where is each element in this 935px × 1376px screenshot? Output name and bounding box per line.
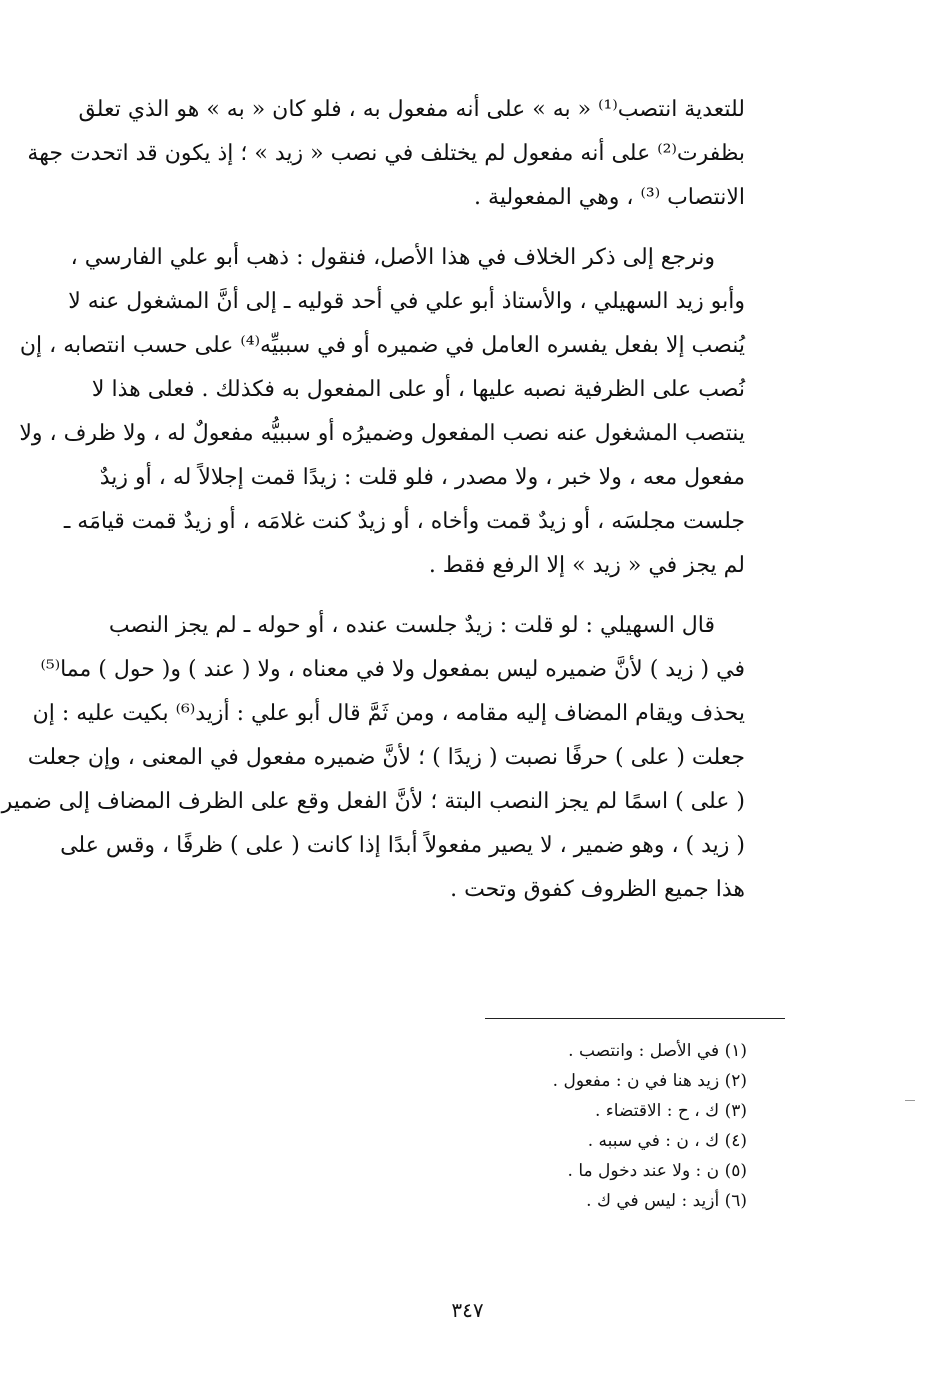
paragraph-3 — [1, 604, 895, 912]
text-line: بظفرت⁽²⁾ على أنه مفعول لم يختلف في نصب « زيد » ؛ إذ يكون قد اتحدت جهة — [27, 141, 745, 166]
text-line: يُنصب إلا بفعل يفسره العامل في ضميره أو في سببيِّه⁽⁴⁾ على حسب انتصابه ، إن — [19, 333, 745, 358]
footnote-5: (٥) ن : ولا عند دخول ما . — [567, 1161, 747, 1181]
text-line: نُصب على الظرفية نصبه عليها ، أو على المفعول به فكذلك . فعلى هذا لا — [91, 377, 745, 402]
text-line: وأبو زيد السهيلي ، والأستاذ أبو علي في أحد قوليه ـ إلى أنَّ المشغول عنه لا — [68, 289, 745, 314]
text-line: للتعدية انتصب⁽¹⁾ « به » على أنه مفعول به ، فلو كان « به » هو الذي تعلق — [78, 97, 745, 122]
text-line: في ( زيد ) لأنَّ ضميره ليس بمفعول ولا في معناه ، ولا ( عند ) و( حول ) مما⁽⁵⁾ — [40, 657, 745, 682]
text-line: ( زيد ) ، وهو ضمير ، لا يصير مفعولاً أبدًا إذا كانت ( على ) ظرفًا ، وقس على — [60, 833, 745, 858]
footnote-1: (١) في الأصل : وانتصب . — [568, 1041, 747, 1061]
text-line: جعلت ( على ) حرفًا نصبت ( زيدًا ) ؛ لأنَّ ضميره مفعول في المعنى ، وإن جعلت — [27, 745, 745, 770]
footnotes — [187, 1036, 747, 1216]
text-line: هذا جميع الظروف كفوق وتحت . — [450, 877, 745, 902]
text-line: قال السهيلي : لو قلت : زيدٌ جلست عنده ، أو حوله ـ لم يجز النصب — [108, 613, 715, 638]
footnote-3: (٣) ك ، ح : الاقتضاء . — [594, 1101, 747, 1121]
text-line: ينتصب المشغول عنه نصب المفعول وضميرُه أو سببيُّه مفعولٌ له ، ولا ظرف ، ولا — [19, 421, 745, 446]
scan-artifact — [905, 1100, 915, 1101]
text-line: لم يجز في « زيد » إلا الرفع فقط . — [428, 553, 745, 578]
page-number: ٣٤٧ — [451, 1298, 484, 1322]
text-line: مفعول معه ، ولا خبر ، ولا مصدر ، فلو قلت : زيدًا قمت إجلالاً له ، أو زيدٌ — [99, 465, 745, 490]
text-line: جلست مجلسَه ، أو زيدٌ قمت وأخاه ، أو زيدٌ كنت غلامَه ، أو زيدٌ قمت قيامَه ـ — [63, 509, 745, 534]
footnote-4: (٤) ك ، ن : في سببه . — [587, 1131, 747, 1151]
text-line: الانتصاب ⁽³⁾ ، وهي المفعولية . — [474, 185, 745, 210]
paragraph-1 — [27, 88, 895, 220]
paragraph-2 — [19, 236, 895, 588]
text-line: يحذف ويقام المضاف إليه مقامه ، ومن ثَمَّ قال أبو علي : أزيد⁽⁶⁾ بكيت عليه : إن — [32, 701, 745, 726]
footnote-2: (٢) زيد هنا في ن : مفعول . — [552, 1071, 747, 1091]
main-text — [1, 88, 895, 928]
footnote-6: (٦) أزيد : ليس في ك . — [586, 1191, 747, 1211]
text-line: ونرجع إلى ذكر الخلاف في هذا الأصل، فنقول : ذهب أبو علي الفارسي ، — [70, 245, 715, 270]
text-line: ( على ) اسمًا لم يجز النصب البتة ؛ لأنَّ الفعل وقع على الظرف المضاف إلى ضمير — [1, 789, 745, 814]
footnote-divider — [485, 1018, 785, 1019]
